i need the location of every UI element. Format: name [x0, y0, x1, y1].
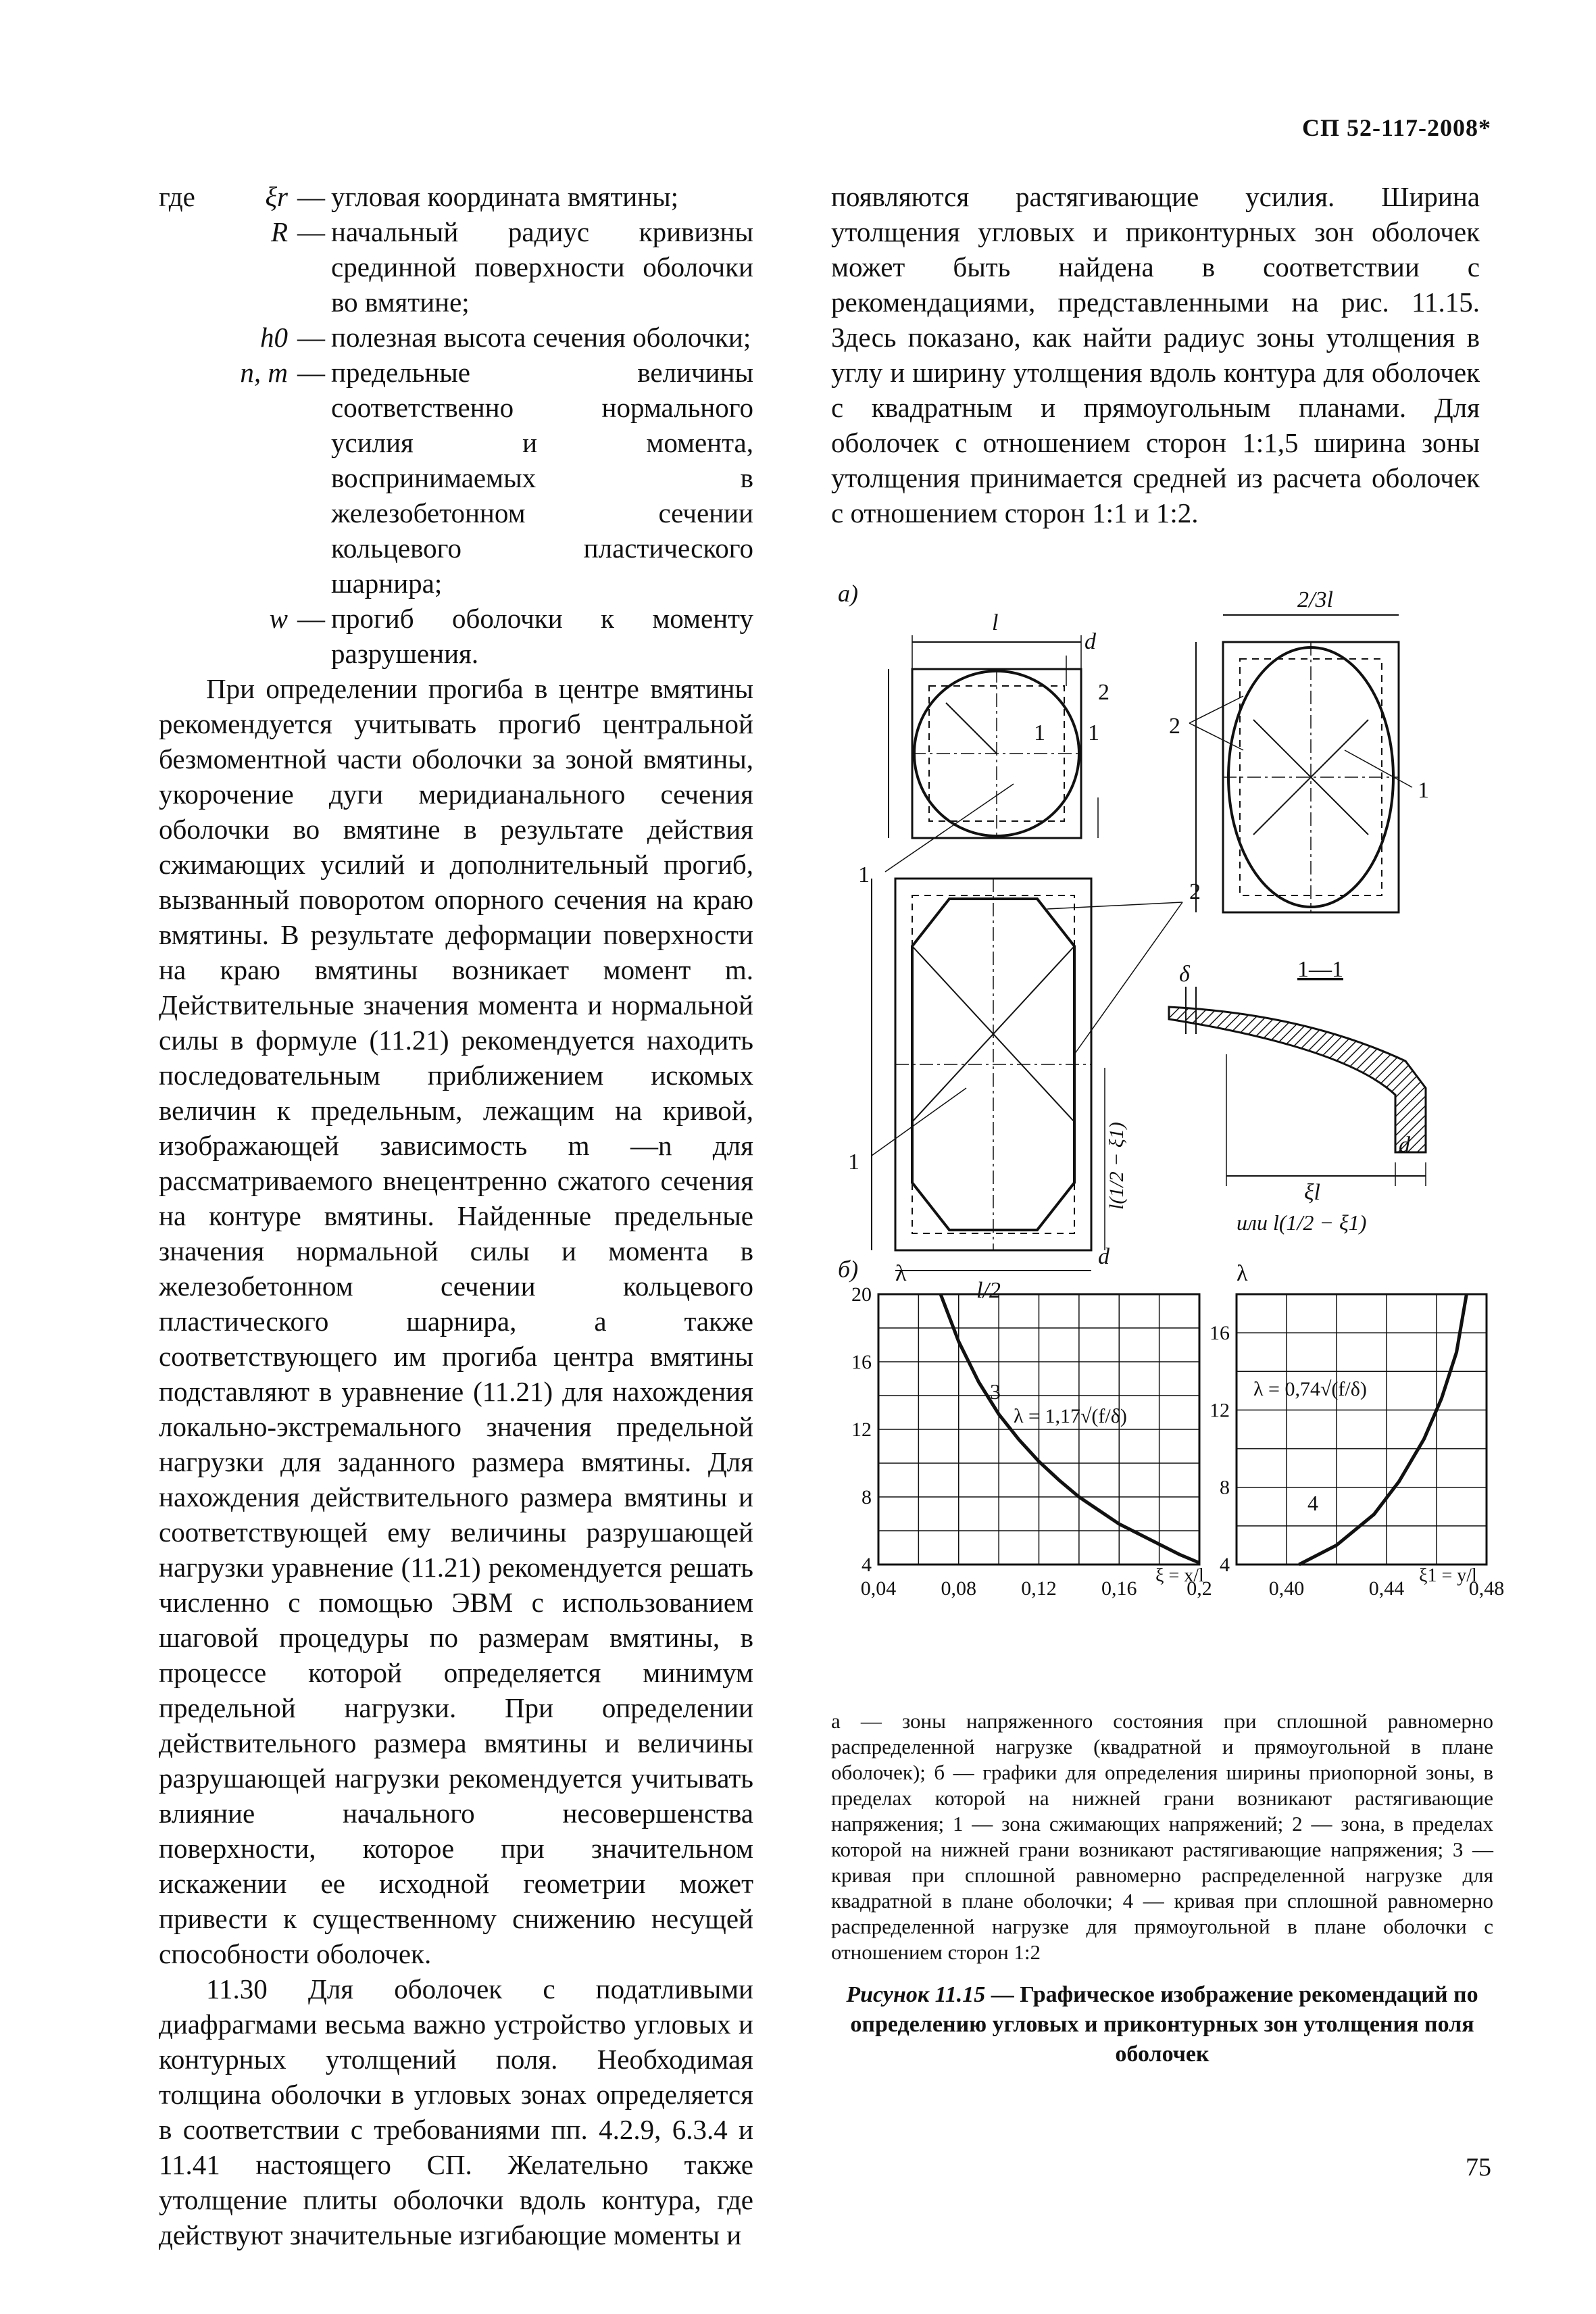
definition-dash: — — [297, 603, 325, 634]
section-1-label: 1 — [1034, 720, 1045, 745]
figure-notes: а — зоны напряженного состояния при сплошной равномерно распределенной нагрузке (квадратной и прямоугольной в плане оболочек); б — графики для определения ширины приопорной зоны, в пределах которой на нижней грани возникают растягивающие напряжения; 1 — зона сжимающих напряжений; 2 — зона, в пределах которой на нижней грани возникают растягивающие напряжения; 3 — кривая при сплошной равномерно распределенной нагрузке для квадратной в плане оболочки; 4 — кривая при сплошной равномерно распределенной нагрузке для прямоугольной в плане оболочки с отношением сторон 1:2 — [831, 1709, 1493, 1964]
panel-a-label: а) — [838, 580, 858, 607]
zone-1-label: 1 — [858, 862, 870, 887]
definition-text: предельные величины соответственно нормального усилия и момента, воспринимаемых в железобетонном сечении кольцевого пластического шарнира; — [331, 357, 753, 599]
body-paragraph: появляются растягивающие усилия. Ширина утолщения угловых и приконтурных зон оболочек может быть найдена в соответствии с рекомендациями, представленными на рис. 11.15. Здесь показано, как найти радиус зоны утолщения в углу и ширину утолщения вдоль контура для оболочек с квадратным и прямоугольным планами. Для оболочек с отношением сторон 1:1,5 ширина зоны утолщения принимается средней из расчета оболочек с отношением сторон 1:1 и 1:2. — [831, 181, 1480, 528]
dim-d-label: d — [1399, 1133, 1410, 1158]
series-curve-3 — [941, 1294, 1199, 1563]
definition-dash: — — [297, 357, 325, 388]
y-tick-label: 4 — [1220, 1554, 1230, 1576]
lambda-label: λ — [1237, 1261, 1248, 1286]
definition-text: угловая координата вмятины; — [331, 181, 679, 212]
definition-symbol: w — [269, 603, 288, 634]
dim-or-label: или l(1/2 − ξ1) — [1237, 1210, 1367, 1235]
formula-lambda-1: λ = 1,17√(f/δ) — [1014, 1405, 1127, 1427]
definition-symbol: R — [270, 216, 288, 247]
dim-d-label: d — [1084, 629, 1096, 654]
definition-symbol: n, m — [240, 357, 288, 388]
zone-2-label: 2 — [1098, 680, 1109, 705]
definition-symbol: ξr — [265, 181, 288, 212]
y-tick-label: 4 — [862, 1554, 872, 1576]
figure-title-text: — Графическое изображение рекомендаций по определению угловых и приконтурных зон утолщения поля оболочек — [850, 1982, 1478, 2067]
x-tick-label: 0,12 — [1021, 1577, 1057, 1600]
panel-b-label: б) — [838, 1256, 859, 1283]
right-column — [831, 179, 1480, 531]
formula-lambda-2: λ = 0,74√(f/δ) — [1253, 1378, 1367, 1400]
dim-xi-l-label: ξl — [1304, 1180, 1321, 1205]
definition-row — [159, 355, 753, 601]
x-tick-label: 0,04 — [860, 1577, 897, 1600]
axis1-label: ξ = x/l — [1155, 1565, 1204, 1586]
lambda-label: λ — [895, 1261, 907, 1286]
figure-label: Рисунок 11.15 — [846, 1982, 986, 2007]
x-tick-label: 0,48 — [1468, 1577, 1505, 1600]
definition-dash: — — [297, 181, 325, 212]
y-tick-label: 8 — [1220, 1476, 1230, 1499]
definition-row — [159, 214, 753, 320]
x-tick-label: 0,40 — [1268, 1577, 1305, 1600]
y-tick-label: 20 — [851, 1283, 872, 1306]
definition-dash: — — [297, 216, 325, 247]
document-code: СП 52-117-2008* — [1302, 114, 1491, 141]
definition-symbol: h0 — [260, 322, 288, 353]
figure-title — [831, 1980, 1493, 2069]
x-tick-label: 0,16 — [1101, 1577, 1137, 1600]
zone-1-label: 1 — [1418, 778, 1429, 803]
zone-2-label: 2 — [1189, 879, 1201, 904]
dim-delta-label: δ — [1179, 962, 1190, 987]
rect-plan-small — [1189, 615, 1412, 912]
chart-square-plan — [851, 1283, 1212, 1600]
curve-3-label: 3 — [990, 1379, 1001, 1404]
square-plan — [885, 635, 1098, 872]
x-tick-label: 0,2 — [1187, 1577, 1212, 1600]
zone-2-label: 2 — [1169, 714, 1180, 739]
y-tick-label: 16 — [1210, 1322, 1230, 1345]
dim-l-2-label: l/2 — [976, 1278, 1001, 1303]
figure-drawing — [831, 580, 1505, 1608]
y-tick-label: 12 — [1210, 1399, 1230, 1422]
section-title: 1—1 — [1297, 957, 1343, 982]
definition-row — [159, 601, 753, 671]
zone-1-label: 1 — [848, 1150, 859, 1175]
dim-2-3l-label: 2/3l — [1297, 587, 1333, 612]
y-tick-label: 16 — [851, 1351, 872, 1373]
axis2-label: ξ1 = y/l — [1419, 1565, 1477, 1586]
body-paragraph: При определении прогиба в центре вмятины рекомендуется учитывать прогиб центральной безмоментной части оболочки за зоной вмятины, укорочение дуги меридианального сечения оболочки во вмятине в результате действия сжимающих усилий и дополнительный прогиб, вызванный поворотом опорного сечения на краю вмятины. В результате деформации поверхности на краю вмятины возникает момент m. Действительные значения момента и нормальной силы в формуле (11.21) рекомендуется находить последовательным приближением искомых величин к предельным, лежащим на кривой, изображающей зависимость m —n для рассматриваемого внецентренно сжатого сечения на контуре вмятины. Найденные предельные значения нормальной силы и момента в железобетонном сечении кольцевого пластического шарнира, а также соответствующего им прогиба центра вмятины подставляют в уравнение (11.21) для нахождения локально-экстремального значения предельной нагрузки для заданного размера вмятины. Для нахождения действительного размера вмятины и соответствующей ему величины разрушающей нагрузки уравнение (11.21) рекомендуется решать численно с помощью ЭВМ с использованием шаговой процедуры по размерам вмятины, в процессе которой определяется минимум предельной нагрузки. При определении действительного размера вмятины и величины разрушающей нагрузки рекомендуется учитывать влияние начального несовершенства поверхности, которое при значительном искажении ее исходной геометрии может привести к существенному снижению несущей способности оболочек. — [159, 673, 753, 1969]
dim-side-label: l(1/2 − ξ1) — [1105, 1122, 1128, 1210]
definition-text: прогиб оболочки к моменту разрушения. — [331, 603, 753, 669]
section-1-label: 1 — [1088, 720, 1099, 745]
chart-rect-plan — [1210, 1294, 1504, 1600]
x-tick-label: 0,08 — [941, 1577, 976, 1600]
y-tick-label: 8 — [862, 1486, 872, 1508]
page-number: 75 — [1466, 2153, 1491, 2182]
figure-11-15 — [831, 580, 1505, 1608]
where-word: где — [159, 181, 195, 212]
rect-plan-tall — [872, 879, 1182, 1271]
definition-row — [159, 179, 753, 214]
curve-4-label: 4 — [1307, 1491, 1318, 1515]
dim-l-label: l — [992, 610, 999, 635]
x-tick-label: 0,44 — [1368, 1577, 1405, 1600]
definition-text: полезная высота сечения оболочки; — [331, 322, 751, 353]
y-tick-label: 12 — [851, 1419, 872, 1441]
definition-row — [159, 320, 753, 355]
section-1-1 — [1169, 987, 1426, 1186]
definition-dash: — — [297, 322, 325, 353]
body-paragraph: 11.30 Для оболочек с податливыми диафрагмами весьма важно устройство угловых и контурных утолщений поля. Необходимая толщина оболочки в угловых зонах определяется в соответствии с требованиями пп. 4.2.9, 6.3.4 и 11.41 настоящего СП. Желательно также утолщение плиты оболочки вдоль контура, где действуют значительные изгибающие моменты и — [159, 1973, 753, 2250]
series-curve-4 — [1299, 1294, 1467, 1565]
definitions-list — [159, 179, 753, 671]
left-column — [159, 179, 753, 2253]
dim-d-label: d — [1098, 1244, 1109, 1269]
definition-text: начальный радиус кривизны срединной поверхности оболочки во вмятине; — [331, 216, 753, 318]
